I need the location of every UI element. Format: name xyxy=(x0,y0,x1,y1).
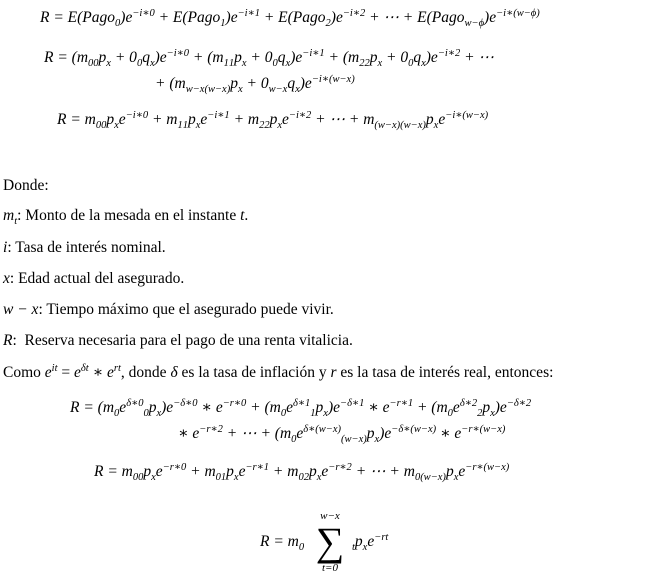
summation-symbol xyxy=(312,510,348,574)
sum-lower-limit: t=0 xyxy=(322,562,338,574)
sum-upper-limit: w−x xyxy=(320,510,340,522)
equation-6-rhs: $_tp_xe^{-rt}$ xyxy=(352,531,389,554)
equation-5: $R = m_{00}p_xe^{-r∗0} + m_{01}p_xe^{-r∗1} + m_{02}p_xe^{-r∗2}$ + ⋯ + $m_{0(w-x)}p_xe^{-r∗(w-x)}$ xyxy=(94,461,510,484)
definition-x: x: Edad actual del asegurado. xyxy=(3,270,185,287)
definition-R: R: Reserva necesaria para el pago de una renta vitalicia. xyxy=(3,332,353,349)
donde-label: Donde: xyxy=(3,177,49,194)
equation-6-lhs: $R = m_0$ xyxy=(260,533,305,554)
definition-m: $m_t$: Monto de la mesada en el instante t. xyxy=(3,207,249,228)
definition-w-x: w − x: Tiempo máximo que el asegurado puede vivir. xyxy=(3,301,334,318)
equation-3: $R = m_{00}p_xe^{-i∗0} + m_{11}p_xe^{-i∗1} + m_{22}p_xe^{-i∗2}$ + ⋯ + $m_{(w-x)(w-x)}p_xe^{-i∗(w-x)}$ xyxy=(57,109,489,132)
equation-4-line-1: $R = (m_0e^{\delta∗0}_0p_x)e^{-\delta∗0}$ ∗ $e^{-r∗0} + (m_0e^{\delta∗1}_1p_x)e^{-\delta∗1}$ ∗ $e^{-r∗1} + (m_0e^{\delta∗2}_2p_x)e^{-\delta∗2}$ xyxy=(70,397,532,420)
sigma-icon: ∑ xyxy=(315,519,345,564)
equation-1: $R = E(Pago_0)e^{-i∗0}$ + $E(Pago_1)e^{-i∗1}$ + $E(Pago_2)e^{-i∗2}$ + ⋯ + $E(Pago_{w-\phi})e^{-i∗(w-\phi)}$ xyxy=(40,7,540,30)
equation-2-line-1: $R = (m_{00}p_x + 0_0q_x)e^{-i∗0} + (m_{11}p_x + 0_0q_x)e^{-i∗1} + (m_{22}p_x + 0_0q_x)e^{-i∗2}$ + ⋯ xyxy=(44,47,494,70)
como-sentence: Como $e^{it} = e^{\delta t}$ ∗ $e^{rt}$, donde δ es la tasa de inflación y r es la tasa de interés real, entonces: xyxy=(3,362,554,381)
equation-2-line-2: + $(m_{w-x(w-x)}p_x + 0_{w-x}q_x)e^{-i∗(w-x)}$ xyxy=(155,73,355,96)
definition-i: i: Tasa de interés nominal. xyxy=(3,239,166,256)
equation-4-line-2: ∗ $e^{-r∗2}$ + ⋯ + $(m_0e^{\delta∗(w-x)}_{(w-x)}p_x)e^{-\delta∗(w-x)}$ ∗ $e^{-r∗(w-x)}$ xyxy=(178,423,506,446)
